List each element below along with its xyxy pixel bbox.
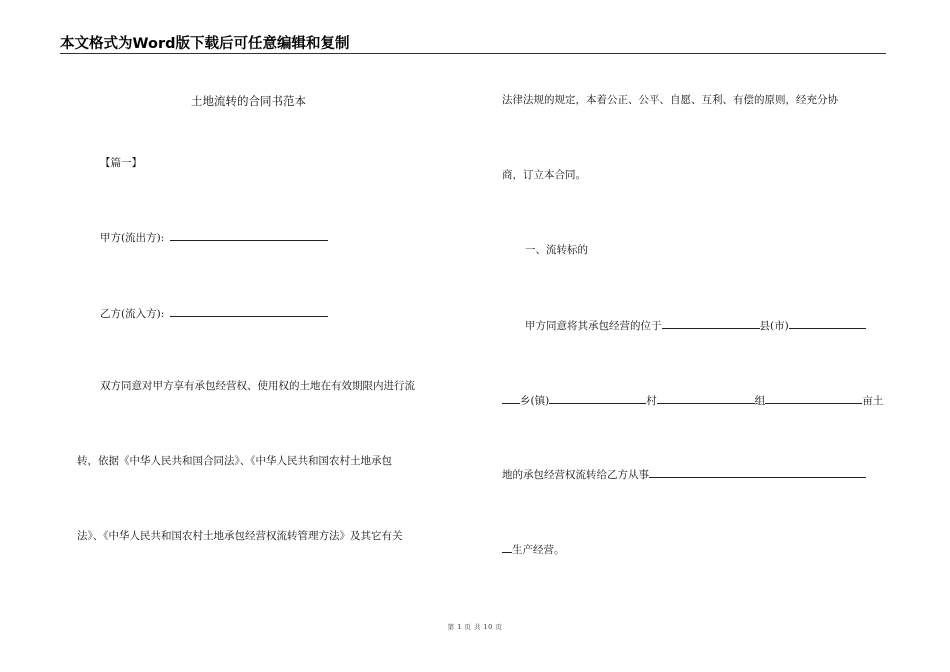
group-blank — [657, 393, 755, 404]
village-label: 村 — [646, 395, 657, 407]
township-blank — [502, 393, 520, 404]
location-line — [525, 318, 866, 333]
section-heading: 一、流转标的 — [525, 244, 588, 256]
party-a-label: 甲方(流出方): — [100, 232, 165, 244]
paragraph-line: 法律法规的规定，本着公正、公平、自愿、互利、有偿的原则，经充分协 — [502, 94, 838, 106]
party-b-line — [100, 306, 328, 321]
location-prefix: 甲方同意将其承包经营的位于 — [525, 320, 662, 332]
page-footer: 第 1 页 共 10 页 — [447, 623, 503, 631]
paragraph-line: 双方同意对甲方享有承包经营权、使用权的土地在有效期限内进行流 — [100, 380, 415, 392]
section-label: 【篇一】 — [100, 157, 142, 169]
paragraph-line: 转，依据《中华人民共和国合同法》、《中华人民共和国农村土地承包 — [77, 455, 392, 467]
party-b-blank — [170, 306, 328, 317]
county-blank — [662, 318, 760, 329]
location-detail-line — [502, 393, 883, 408]
document-title: 土地流转的合同书范本 — [191, 94, 306, 108]
business-blank — [649, 467, 866, 478]
party-a-blank — [170, 230, 328, 241]
paragraph-line: 商，订立本合同。 — [502, 169, 586, 181]
transfer-line — [502, 467, 866, 482]
village-blank — [549, 393, 646, 404]
right-column — [475, 0, 950, 672]
township-label: 乡(镇) — [520, 395, 550, 407]
header-banner: 本文格式为Word版下载后可任意编辑和复制 — [60, 36, 350, 52]
mu-blank — [765, 393, 862, 404]
production-text: 生产经营。 — [512, 544, 565, 556]
production-blank — [502, 542, 512, 553]
group-label: 组 — [754, 395, 766, 407]
mu-label: 亩土 — [862, 395, 884, 407]
party-a-line — [100, 230, 328, 245]
paragraph-line: 法》、《中华人民共和国农村土地承包经营权流转管理方法》及其它有关 — [77, 530, 403, 542]
party-b-label: 乙方(流入方): — [100, 308, 165, 320]
county-tail-blank — [789, 318, 866, 329]
production-line — [502, 542, 565, 557]
transfer-text: 地的承包经营权流转给乙方从事 — [502, 469, 649, 481]
county-label: 县(市) — [759, 320, 789, 332]
